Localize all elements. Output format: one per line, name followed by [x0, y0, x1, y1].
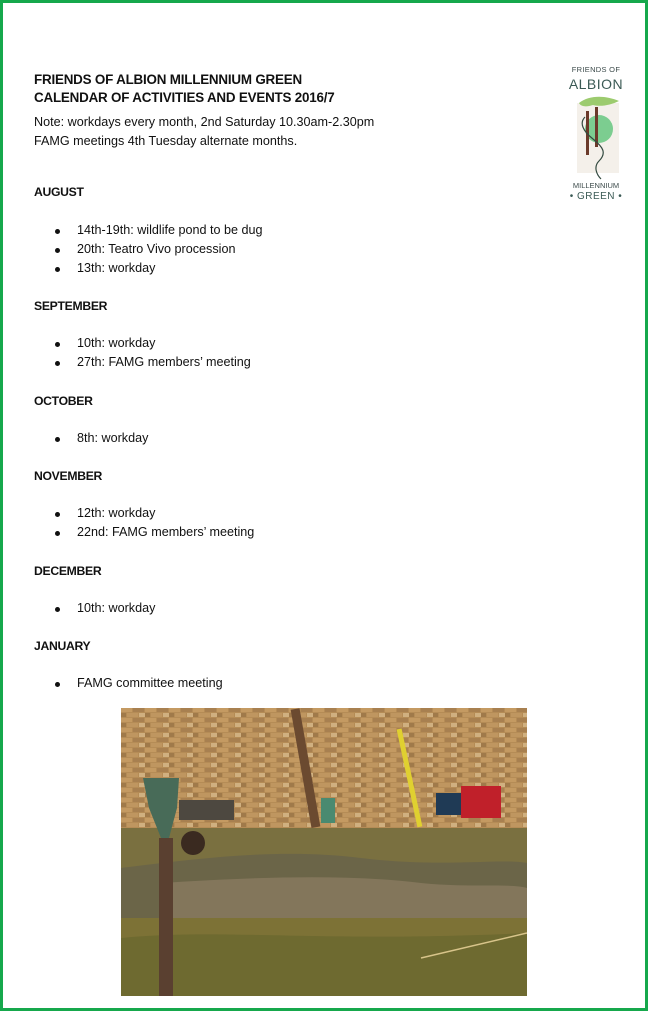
note — [34, 113, 374, 151]
list-item: 20th: Teatro Vivo procession — [77, 242, 236, 256]
famg-logo — [563, 65, 629, 205]
bullet-icon — [55, 248, 60, 253]
month-heading-january: JANUARY — [34, 639, 91, 653]
bullet-icon — [55, 361, 60, 366]
month-heading-august: AUGUST — [34, 185, 84, 199]
logo-text-friends-of: FRIENDS OF — [571, 65, 621, 74]
list-item: 10th: workday — [77, 336, 156, 350]
list-item: 13th: workday — [77, 261, 156, 275]
bullet-icon — [55, 437, 60, 442]
list-item: 10th: workday — [77, 601, 156, 615]
month-heading-december: DECEMBER — [34, 564, 102, 578]
list-item: 27th: FAMG members’ meeting — [77, 355, 251, 369]
bullet-icon — [55, 682, 60, 687]
pond-photo — [121, 708, 527, 996]
bullet-icon — [55, 607, 60, 612]
bullet-icon — [55, 342, 60, 347]
month-heading-october: OCTOBER — [34, 394, 93, 408]
document-title — [34, 71, 335, 107]
note-line-1: Note: workdays every month, 2nd Saturday 10.30am-2.30pm — [34, 115, 375, 129]
bullet-icon — [55, 512, 60, 517]
tree-logo-icon — [571, 95, 621, 181]
logo-text-millennium: MILLENNIUM — [572, 181, 620, 190]
bullet-icon — [55, 531, 60, 536]
logo-text-albion: ALBION — [568, 76, 624, 92]
note-line-2: FAMG meetings 4th Tuesday alternate months. — [34, 134, 298, 148]
bullet-icon — [55, 229, 60, 234]
list-item: 14th-19th: wildlife pond to be dug — [77, 223, 263, 237]
list-item: 8th: workday — [77, 431, 149, 445]
logo-text-green: • GREEN • — [569, 191, 623, 202]
month-heading-november: NOVEMBER — [34, 469, 103, 483]
list-item: 22nd: FAMG members’ meeting — [77, 525, 255, 539]
pond-photo-image — [121, 708, 527, 996]
month-heading-september: SEPTEMBER — [34, 299, 108, 313]
title-line-2: CALENDAR OF ACTIVITIES AND EVENTS 2016/7 — [34, 90, 335, 105]
list-item: 12th: workday — [77, 506, 156, 520]
bullet-icon — [55, 267, 60, 272]
list-item: FAMG committee meeting — [77, 676, 223, 690]
title-line-1: FRIENDS OF ALBION MILLENNIUM GREEN — [34, 72, 302, 87]
